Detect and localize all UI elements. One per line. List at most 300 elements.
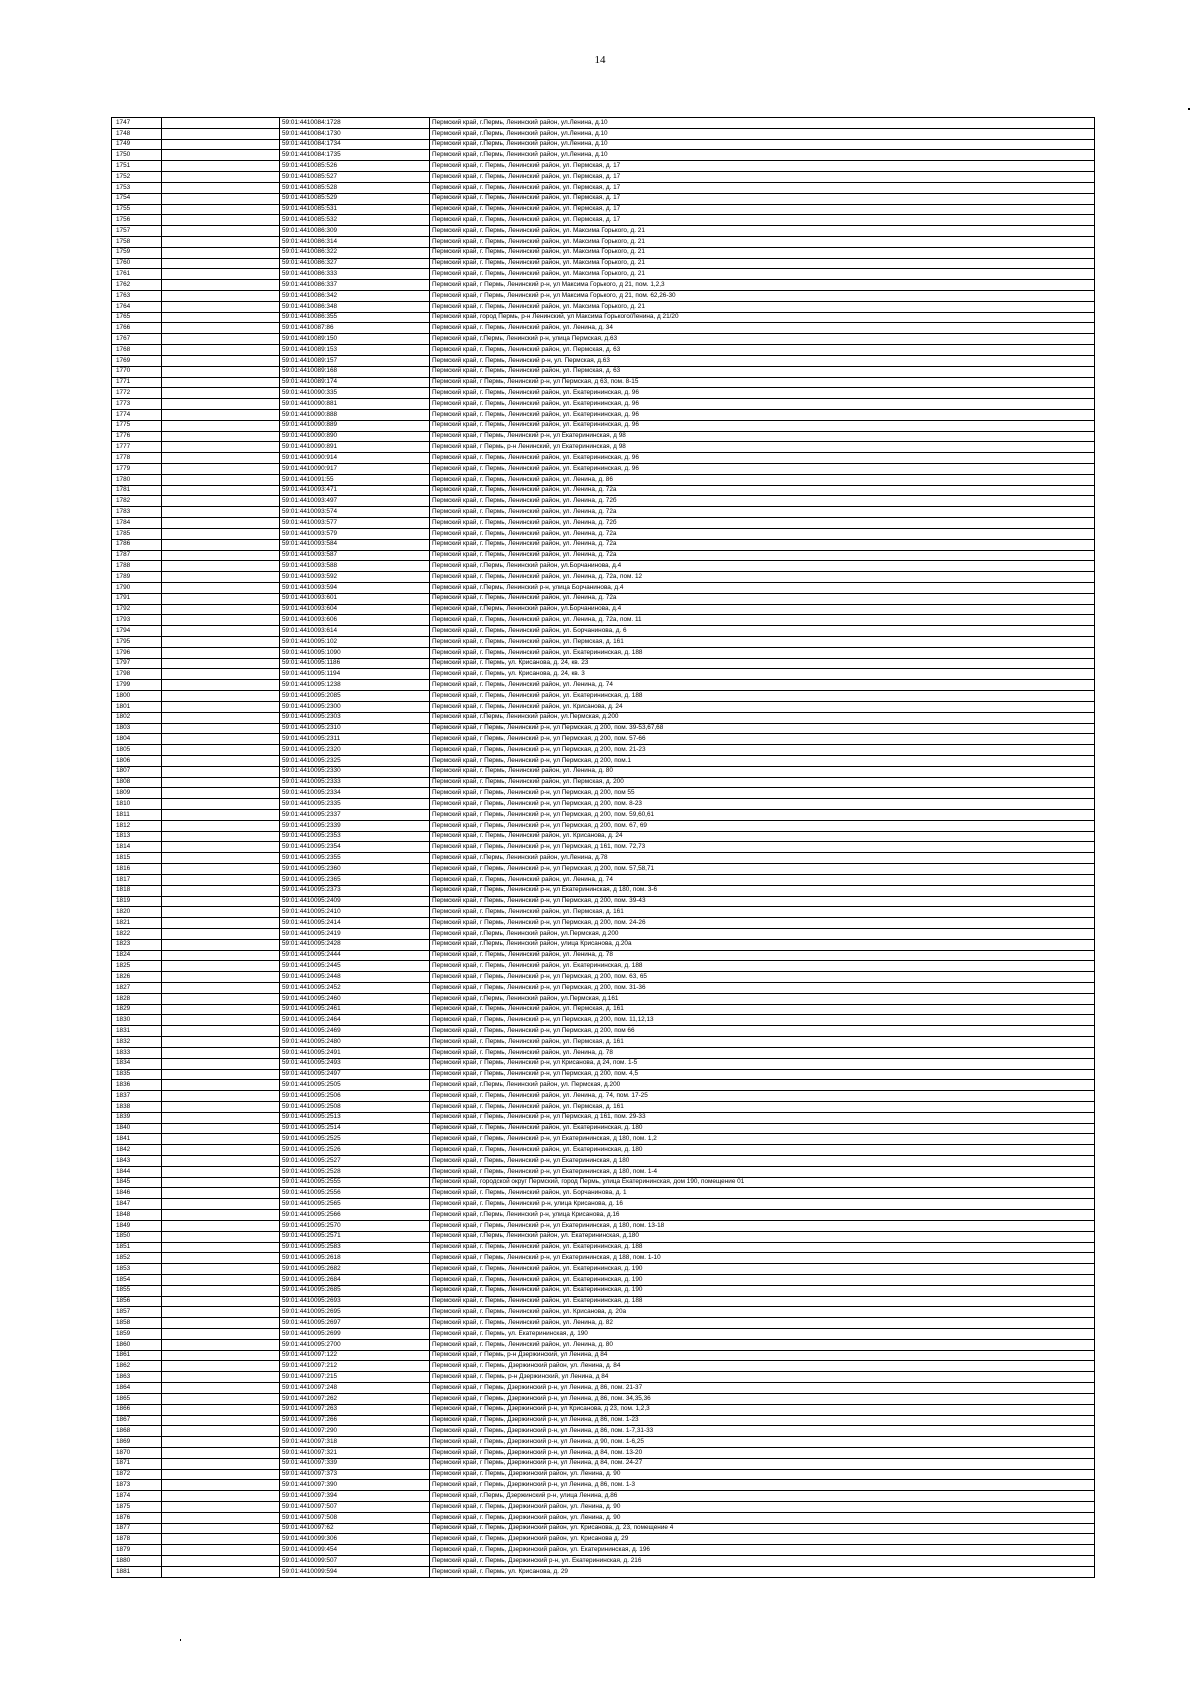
empty-cell	[162, 1274, 280, 1285]
empty-cell	[162, 464, 280, 475]
row-number-cell: 1764	[112, 301, 162, 312]
row-number-cell: 1785	[112, 528, 162, 539]
table-row	[112, 550, 1095, 561]
cadastral-number-cell: 59:01:4410084:1735	[280, 150, 430, 161]
empty-cell	[162, 755, 280, 766]
address-cell: Пермский край, г.Пермь, Ленинский район, ул.Пермская, д.200	[430, 928, 1095, 939]
cadastral-number-cell: 59:01:4410085:527	[280, 172, 430, 183]
row-number-cell: 1820	[112, 907, 162, 918]
address-cell: Пермский край, г Пермь, Ленинский р-н, ул Максима Горького, д 21, пом. 62,26-30	[430, 291, 1095, 302]
cadastral-number-cell: 59:01:4410097:248	[280, 1383, 430, 1394]
row-number-cell: 1852	[112, 1253, 162, 1264]
empty-cell	[162, 680, 280, 691]
cadastral-number-cell: 59:01:4410095:2085	[280, 691, 430, 702]
address-cell: Пермский край, г. Пермь, Ленинский район, ул. Екатерининская, д. 96	[430, 420, 1095, 431]
cadastral-number-cell: 59:01:4410089:174	[280, 377, 430, 388]
table-row	[112, 1037, 1095, 1048]
row-number-cell: 1861	[112, 1350, 162, 1361]
empty-cell	[162, 150, 280, 161]
table-row	[112, 301, 1095, 312]
row-number-cell: 1846	[112, 1188, 162, 1199]
address-cell: Пермский край, г. Пермь, ул. Екатерининская, д. 190	[430, 1329, 1095, 1340]
row-number-cell: 1775	[112, 420, 162, 431]
table-row	[112, 204, 1095, 215]
table-row	[112, 193, 1095, 204]
row-number-cell: 1766	[112, 323, 162, 334]
row-number-cell: 1768	[112, 345, 162, 356]
cadastral-number-cell: 59:01:4410095:2700	[280, 1339, 430, 1350]
empty-cell	[162, 1123, 280, 1134]
table-row	[112, 442, 1095, 453]
table-row	[112, 388, 1095, 399]
cadastral-number-cell: 59:01:4410089:157	[280, 355, 430, 366]
table-row	[112, 1080, 1095, 1091]
address-cell: Пермский край, г.Пермь, Ленинский р-н, улица Крисанова, д.16	[430, 1210, 1095, 1221]
row-number-cell: 1817	[112, 874, 162, 885]
address-cell: Пермский край, г. Пермь, Ленинский район, ул. Пермская, д. 17	[430, 172, 1095, 183]
address-cell: Пермский край, г Пермь, Дзержинский р-н, ул Ленина, д 86, пом. 34,35,36	[430, 1393, 1095, 1404]
empty-cell	[162, 593, 280, 604]
table-row	[112, 280, 1095, 291]
table-row	[112, 993, 1095, 1004]
table-row	[112, 1361, 1095, 1372]
cadastral-number-cell: 59:01:4410084:1734	[280, 139, 430, 150]
address-cell: Пермский край, г. Пермь, Ленинский район, ул. Ленина, д. 72а	[430, 539, 1095, 550]
address-cell: Пермский край, г Пермь, Ленинский р-н, ул Екатерининская, д 180	[430, 1156, 1095, 1167]
row-number-cell: 1749	[112, 139, 162, 150]
row-number-cell: 1804	[112, 734, 162, 745]
row-number-cell: 1793	[112, 615, 162, 626]
empty-cell	[162, 345, 280, 356]
table-row	[112, 128, 1095, 139]
table-row	[112, 236, 1095, 247]
address-cell: Пермский край, г Пермь, Дзержинский р-н, ул Ленина, д 86, пом. 1-7,31-33	[430, 1426, 1095, 1437]
address-cell: Пермский край, г. Пермь, Ленинский район, ул. Ленина, д. 78	[430, 950, 1095, 961]
cadastral-number-cell: 59:01:4410097:318	[280, 1437, 430, 1448]
address-cell: Пермский край, г. Пермь, Ленинский район, ул. Ленина, д. 74	[430, 680, 1095, 691]
address-cell: Пермский край, г.Пермь, Ленинский район, ул.Ленина, д.10	[430, 118, 1095, 129]
empty-cell	[162, 1426, 280, 1437]
table-row	[112, 355, 1095, 366]
row-number-cell: 1761	[112, 269, 162, 280]
row-number-cell: 1789	[112, 572, 162, 583]
address-cell: Пермский край, г. Пермь, Ленинский район, ул. Пермская, д. 161	[430, 1101, 1095, 1112]
row-number-cell: 1831	[112, 1026, 162, 1037]
table-row	[112, 420, 1095, 431]
cadastral-number-cell: 59:01:4410095:2480	[280, 1037, 430, 1048]
row-number-cell: 1750	[112, 150, 162, 161]
table-row	[112, 366, 1095, 377]
empty-cell	[162, 1361, 280, 1372]
address-cell: Пермский край, г. Пермь, Ленинский район, ул. Екатерининская, д. 96	[430, 464, 1095, 475]
empty-cell	[162, 745, 280, 756]
address-cell: Пермский край, г. Пермь, Ленинский район, ул. Екатерининская, д. 190	[430, 1285, 1095, 1296]
row-number-cell: 1752	[112, 172, 162, 183]
row-number-cell: 1755	[112, 204, 162, 215]
cadastral-number-cell: 59:01:4410095:2414	[280, 918, 430, 929]
address-cell: Пермский край, г. Пермь, Ленинский район, ул. Крисанова, д. 24	[430, 831, 1095, 842]
empty-cell	[162, 1296, 280, 1307]
row-number-cell: 1872	[112, 1469, 162, 1480]
address-cell: Пермский край, г. Пермь, Ленинский район, ул. Екатерининская, д. 96	[430, 399, 1095, 410]
cadastral-number-cell: 59:01:4410095:1238	[280, 680, 430, 691]
row-number-cell: 1829	[112, 1004, 162, 1015]
address-cell: Пермский край, г. Пермь, р-н Дзержинский, ул Ленина, д 84	[430, 1372, 1095, 1383]
row-number-cell: 1809	[112, 788, 162, 799]
address-cell: Пермский край, г Пермь, Ленинский р-н, ул Пермская, д 200, пом. 57-66	[430, 734, 1095, 745]
table-row	[112, 734, 1095, 745]
row-number-cell: 1767	[112, 334, 162, 345]
address-cell: Пермский край, г. Пермь, Ленинский район, ул. Максима Горького, д. 21	[430, 236, 1095, 247]
table-row	[112, 615, 1095, 626]
table-row	[112, 409, 1095, 420]
cadastral-number-cell: 59:01:4410097:266	[280, 1415, 430, 1426]
empty-cell	[162, 474, 280, 485]
row-number-cell: 1798	[112, 669, 162, 680]
address-cell: Пермский край, г. Пермь, Ленинский район, ул. Пермская, д. 17	[430, 193, 1095, 204]
table-row	[112, 431, 1095, 442]
empty-cell	[162, 247, 280, 258]
row-number-cell: 1818	[112, 885, 162, 896]
cadastral-number-cell: 59:01:4410093:588	[280, 561, 430, 572]
row-number-cell: 1880	[112, 1556, 162, 1567]
table-row	[112, 1350, 1095, 1361]
cadastral-number-cell: 59:01:4410095:2428	[280, 939, 430, 950]
cadastral-number-cell: 59:01:4410095:2506	[280, 1091, 430, 1102]
table-row	[112, 1253, 1095, 1264]
cadastral-number-cell: 59:01:4410095:2525	[280, 1134, 430, 1145]
table-row	[112, 572, 1095, 583]
table-row	[112, 150, 1095, 161]
empty-cell	[162, 1220, 280, 1231]
empty-cell	[162, 528, 280, 539]
empty-cell	[162, 1112, 280, 1123]
table-row	[112, 1469, 1095, 1480]
cadastral-number-cell: 59:01:4410086:327	[280, 258, 430, 269]
row-number-cell: 1813	[112, 831, 162, 842]
cadastral-number-cell: 59:01:4410090:889	[280, 420, 430, 431]
address-cell: Пермский край, г Пермь, Дзержинский р-н, ул Ленина, д 84, пом. 13-20	[430, 1447, 1095, 1458]
empty-cell	[162, 831, 280, 842]
address-cell: Пермский край, г. Пермь, ул. Крисанова, д. 24, кв. 23	[430, 658, 1095, 669]
address-cell: Пермский край, г Пермь, Ленинский р-н, ул Пермская, д 200, пом. 39-43	[430, 896, 1095, 907]
table-row	[112, 669, 1095, 680]
row-number-cell: 1806	[112, 755, 162, 766]
cadastral-number-cell: 59:01:4410095:2360	[280, 864, 430, 875]
address-cell: Пермский край, г. Пермь, Ленинский район, ул. Ленина, д. 80	[430, 1339, 1095, 1350]
empty-cell	[162, 507, 280, 518]
address-cell: Пермский край, г. Пермь, Ленинский район, ул. Пермская, д. 17	[430, 215, 1095, 226]
row-number-cell: 1762	[112, 280, 162, 291]
address-cell: Пермский край, г. Пермь, Ленинский район, ул. Екатерининская, д. 188	[430, 1296, 1095, 1307]
cadastral-number-cell: 59:01:4410095:2337	[280, 810, 430, 821]
table-row	[112, 118, 1095, 129]
row-number-cell: 1857	[112, 1307, 162, 1318]
cadastral-number-cell: 59:01:4410090:914	[280, 453, 430, 464]
row-number-cell: 1848	[112, 1210, 162, 1221]
cadastral-number-cell: 59:01:4410095:2460	[280, 993, 430, 1004]
row-number-cell: 1834	[112, 1058, 162, 1069]
table-row	[112, 1534, 1095, 1545]
empty-cell	[162, 431, 280, 442]
address-cell: Пермский край, г Пермь, Ленинский р-н, ул Пермская, д 200, пом. 59,60,61	[430, 810, 1095, 821]
table-row	[112, 1101, 1095, 1112]
row-number-cell: 1873	[112, 1480, 162, 1491]
row-number-cell: 1866	[112, 1404, 162, 1415]
address-cell: Пермский край, г Пермь, Ленинский р-н, ул Пермская, д 200, пом. 8-23	[430, 799, 1095, 810]
row-number-cell: 1808	[112, 777, 162, 788]
row-number-cell: 1814	[112, 842, 162, 853]
address-cell: Пермский край, г. Пермь, Ленинский район, ул. Крисанова, д. 20а	[430, 1307, 1095, 1318]
address-cell: Пермский край, г Пермь, Дзержинский р-н, ул Ленина, д 86, пом. 21-37	[430, 1383, 1095, 1394]
table-row	[112, 1231, 1095, 1242]
cadastral-number-cell: 59:01:4410095:102	[280, 637, 430, 648]
row-number-cell: 1781	[112, 485, 162, 496]
address-cell: Пермский край, г Пермь, Ленинский р-н, ул Пермская, д 200, пом. 57,58,71	[430, 864, 1095, 875]
empty-cell	[162, 420, 280, 431]
table-row	[112, 1199, 1095, 1210]
cadastral-number-cell: 59:01:4410095:2682	[280, 1264, 430, 1275]
empty-cell	[162, 1372, 280, 1383]
empty-cell	[162, 885, 280, 896]
address-cell: Пермский край, г. Пермь, Ленинский район, ул. Пермская, д. 161	[430, 907, 1095, 918]
empty-cell	[162, 647, 280, 658]
address-cell: Пермский край, г. Пермь, Дзержинский район, ул. Екатерининская, д. 196	[430, 1545, 1095, 1556]
empty-cell	[162, 269, 280, 280]
table-row	[112, 1220, 1095, 1231]
address-cell: Пермский край, г. Пермь, Дзержинский район, ул. Ленина, д. 84	[430, 1361, 1095, 1372]
table-row	[112, 1015, 1095, 1026]
table-row	[112, 864, 1095, 875]
table-row	[112, 918, 1095, 929]
cadastral-number-cell: 59:01:4410095:2445	[280, 961, 430, 972]
cadastral-number-cell: 59:01:4410095:2365	[280, 874, 430, 885]
row-number-cell: 1864	[112, 1383, 162, 1394]
table-row	[112, 961, 1095, 972]
address-cell: Пермский край, г. Пермь, Ленинский район, ул. Ленина, д. 72а, пом. 11	[430, 615, 1095, 626]
empty-cell	[162, 820, 280, 831]
table-row	[112, 907, 1095, 918]
row-number-cell: 1877	[112, 1523, 162, 1534]
empty-cell	[162, 983, 280, 994]
cadastral-number-cell: 59:01:4410097:62	[280, 1523, 430, 1534]
address-cell: Пермский край, г.Пермь, Ленинский район, ул.Ленина, д.78	[430, 853, 1095, 864]
address-cell: Пермский край, г Пермь, Ленинский р-н, ул Максима Горького, д 21, пом. 1,2,3	[430, 280, 1095, 291]
row-number-cell: 1795	[112, 637, 162, 648]
cadastral-number-cell: 59:01:4410097:122	[280, 1350, 430, 1361]
table-row	[112, 453, 1095, 464]
row-number-cell: 1841	[112, 1134, 162, 1145]
table-row	[112, 1372, 1095, 1383]
address-cell: Пермский край, г Пермь, Ленинский р-н, ул Екатерининская, д 180, пом. 1-4	[430, 1166, 1095, 1177]
address-cell: Пермский край, г.Пермь, Ленинский район, ул.Ленина, д.10	[430, 139, 1095, 150]
row-number-cell: 1803	[112, 723, 162, 734]
empty-cell	[162, 1166, 280, 1177]
empty-cell	[162, 799, 280, 810]
empty-cell	[162, 1491, 280, 1502]
empty-cell	[162, 723, 280, 734]
empty-cell	[162, 842, 280, 853]
empty-cell	[162, 323, 280, 334]
address-cell: Пермский край, г. Пермь, Ленинский район, ул. Борчанинова, д. 1	[430, 1188, 1095, 1199]
address-cell: Пермский край, г Пермь, Ленинский р-н, ул Екатерининская, д 180, пом. 13-18	[430, 1220, 1095, 1231]
empty-cell	[162, 301, 280, 312]
cadastral-number-cell: 59:01:4410095:2452	[280, 983, 430, 994]
table-row	[112, 1145, 1095, 1156]
address-cell: Пермский край, город Пермь, р-н Ленинский, ул Максима Горького/Ленина, д 21/20	[430, 312, 1095, 323]
cadastral-number-cell: 59:01:4410095:2493	[280, 1058, 430, 1069]
address-cell: Пермский край, г Пермь, Ленинский р-н, ул Пермская, д 200, пом 66	[430, 1026, 1095, 1037]
empty-cell	[162, 1318, 280, 1329]
address-cell: Пермский край, г.Пермь, Ленинский район, ул. Пермская, д.200	[430, 1080, 1095, 1091]
row-number-cell: 1823	[112, 939, 162, 950]
address-cell: Пермский край, г. Пермь, Ленинский район, ул. Екатерининская, д. 180	[430, 1123, 1095, 1134]
table-row	[112, 1437, 1095, 1448]
row-number-cell: 1851	[112, 1242, 162, 1253]
table-row	[112, 1480, 1095, 1491]
table-row	[112, 1210, 1095, 1221]
empty-cell	[162, 734, 280, 745]
cadastral-number-cell: 59:01:4410095:2514	[280, 1123, 430, 1134]
empty-cell	[162, 615, 280, 626]
row-number-cell: 1828	[112, 993, 162, 1004]
registry-table	[111, 117, 1095, 1578]
empty-cell	[162, 701, 280, 712]
table-row	[112, 647, 1095, 658]
empty-cell	[162, 712, 280, 723]
row-number-cell: 1837	[112, 1091, 162, 1102]
row-number-cell: 1758	[112, 236, 162, 247]
table-row	[112, 928, 1095, 939]
table-row	[112, 172, 1095, 183]
cadastral-number-cell: 59:01:4410095:1090	[280, 647, 430, 658]
empty-cell	[162, 139, 280, 150]
empty-cell	[162, 1037, 280, 1048]
empty-cell	[162, 1080, 280, 1091]
cadastral-number-cell: 59:01:4410090:891	[280, 442, 430, 453]
row-number-cell: 1763	[112, 291, 162, 302]
table-row	[112, 247, 1095, 258]
cadastral-number-cell: 59:01:4410086:355	[280, 312, 430, 323]
cadastral-number-cell: 59:01:4410095:2444	[280, 950, 430, 961]
cadastral-number-cell: 59:01:4410095:2555	[280, 1177, 430, 1188]
empty-cell	[162, 236, 280, 247]
address-cell: Пермский край, г. Пермь, Ленинский район, ул. Пермская, д. 63	[430, 345, 1095, 356]
cadastral-number-cell: 59:01:4410085:532	[280, 215, 430, 226]
empty-cell	[162, 1523, 280, 1534]
table-row	[112, 496, 1095, 507]
cadastral-number-cell: 59:01:4410085:526	[280, 161, 430, 172]
table-row	[112, 1491, 1095, 1502]
table-row	[112, 972, 1095, 983]
cadastral-number-cell: 59:01:4410086:342	[280, 291, 430, 302]
row-number-cell: 1868	[112, 1426, 162, 1437]
row-number-cell: 1827	[112, 983, 162, 994]
table-row	[112, 1566, 1095, 1577]
table-row	[112, 799, 1095, 810]
cadastral-number-cell: 59:01:4410086:314	[280, 236, 430, 247]
cadastral-number-cell: 59:01:4410086:333	[280, 269, 430, 280]
row-number-cell: 1881	[112, 1566, 162, 1577]
table-row	[112, 637, 1095, 648]
row-number-cell: 1840	[112, 1123, 162, 1134]
cadastral-number-cell: 59:01:4410095:2571	[280, 1231, 430, 1242]
address-cell: Пермский край, г. Пермь, Ленинский район, ул. Ленина, д. 74, пом. 17-25	[430, 1091, 1095, 1102]
table-row	[112, 1318, 1095, 1329]
cadastral-number-cell: 59:01:4410095:2565	[280, 1199, 430, 1210]
cadastral-number-cell: 59:01:4410095:2335	[280, 799, 430, 810]
empty-cell	[162, 1253, 280, 1264]
address-cell: Пермский край, г. Пермь, Ленинский район, ул. Пермская, д. 161	[430, 637, 1095, 648]
cadastral-number-cell: 59:01:4410095:2505	[280, 1080, 430, 1091]
address-cell: Пермский край, г Пермь, Ленинский р-н, ул Пермская, д 200, пом. 39-53,67,68	[430, 723, 1095, 734]
table-row	[112, 1264, 1095, 1275]
table-row	[112, 1307, 1095, 1318]
table-row	[112, 161, 1095, 172]
address-cell: Пермский край, г. Пермь, Ленинский район, ул. Пермская, д. 161	[430, 1037, 1095, 1048]
cadastral-number-cell: 59:01:4410093:584	[280, 539, 430, 550]
cadastral-number-cell: 59:01:4410085:531	[280, 204, 430, 215]
address-cell: Пермский край, г. Пермь, Ленинский район, ул. Пермская, д. 17	[430, 161, 1095, 172]
row-number-cell: 1790	[112, 582, 162, 593]
empty-cell	[162, 161, 280, 172]
cadastral-number-cell: 59:01:4410095:1186	[280, 658, 430, 669]
empty-cell	[162, 907, 280, 918]
empty-cell	[162, 1437, 280, 1448]
empty-cell	[162, 1188, 280, 1199]
cadastral-number-cell: 59:01:4410093:592	[280, 572, 430, 583]
table-row	[112, 939, 1095, 950]
cadastral-number-cell: 59:01:4410095:2461	[280, 1004, 430, 1015]
table-row	[112, 842, 1095, 853]
row-number-cell: 1824	[112, 950, 162, 961]
cadastral-number-cell: 59:01:4410095:2325	[280, 755, 430, 766]
address-cell: Пермский край, г.Пермь, Ленинский район, ул.Пермская, д.200	[430, 712, 1095, 723]
cadastral-number-cell: 59:01:4410093:614	[280, 626, 430, 637]
cadastral-number-cell: 59:01:4410095:2303	[280, 712, 430, 723]
address-cell: Пермский край, г. Пермь, Ленинский район, ул. Пермская, д. 17	[430, 204, 1095, 215]
cadastral-number-cell: 59:01:4410093:606	[280, 615, 430, 626]
table-row	[112, 593, 1095, 604]
row-number-cell: 1825	[112, 961, 162, 972]
cadastral-number-cell: 59:01:4410095:2300	[280, 701, 430, 712]
row-number-cell: 1812	[112, 820, 162, 831]
address-cell: Пермский край, г. Пермь, Дзержинский район, ул. Крисанова д. 29	[430, 1534, 1095, 1545]
table-row	[112, 518, 1095, 529]
row-number-cell: 1748	[112, 128, 162, 139]
row-number-cell: 1854	[112, 1274, 162, 1285]
cadastral-number-cell: 59:01:4410097:263	[280, 1404, 430, 1415]
empty-cell	[162, 182, 280, 193]
address-cell: Пермский край, г Пермь, Ленинский р-н, ул Пермская, д 63, пом. 8-15	[430, 377, 1095, 388]
address-cell: Пермский край, г Пермь, Ленинский р-н, ул Пермская, д 200, пом. 24-26	[430, 918, 1095, 929]
address-cell: Пермский край, г. Пермь, Ленинский район, ул. Максима Горького, д. 21	[430, 269, 1095, 280]
cadastral-number-cell: 59:01:4410095:2526	[280, 1145, 430, 1156]
address-cell: Пермский край, г. Пермь, Ленинский район, ул. Екатерининская, д. 188	[430, 961, 1095, 972]
address-cell: Пермский край, г.Пермь, Ленинский район, ул. Екатерининская, д.180	[430, 1231, 1095, 1242]
address-cell: Пермский край, г. Пермь, Ленинский район, ул. Ленина, д. 34	[430, 323, 1095, 334]
table-row	[112, 139, 1095, 150]
table-row	[112, 215, 1095, 226]
empty-cell	[162, 572, 280, 583]
empty-cell	[162, 691, 280, 702]
table-row	[112, 399, 1095, 410]
table-row	[112, 820, 1095, 831]
table-row	[112, 1177, 1095, 1188]
table-row	[112, 896, 1095, 907]
cadastral-number-cell: 59:01:4410097:321	[280, 1447, 430, 1458]
empty-cell	[162, 550, 280, 561]
